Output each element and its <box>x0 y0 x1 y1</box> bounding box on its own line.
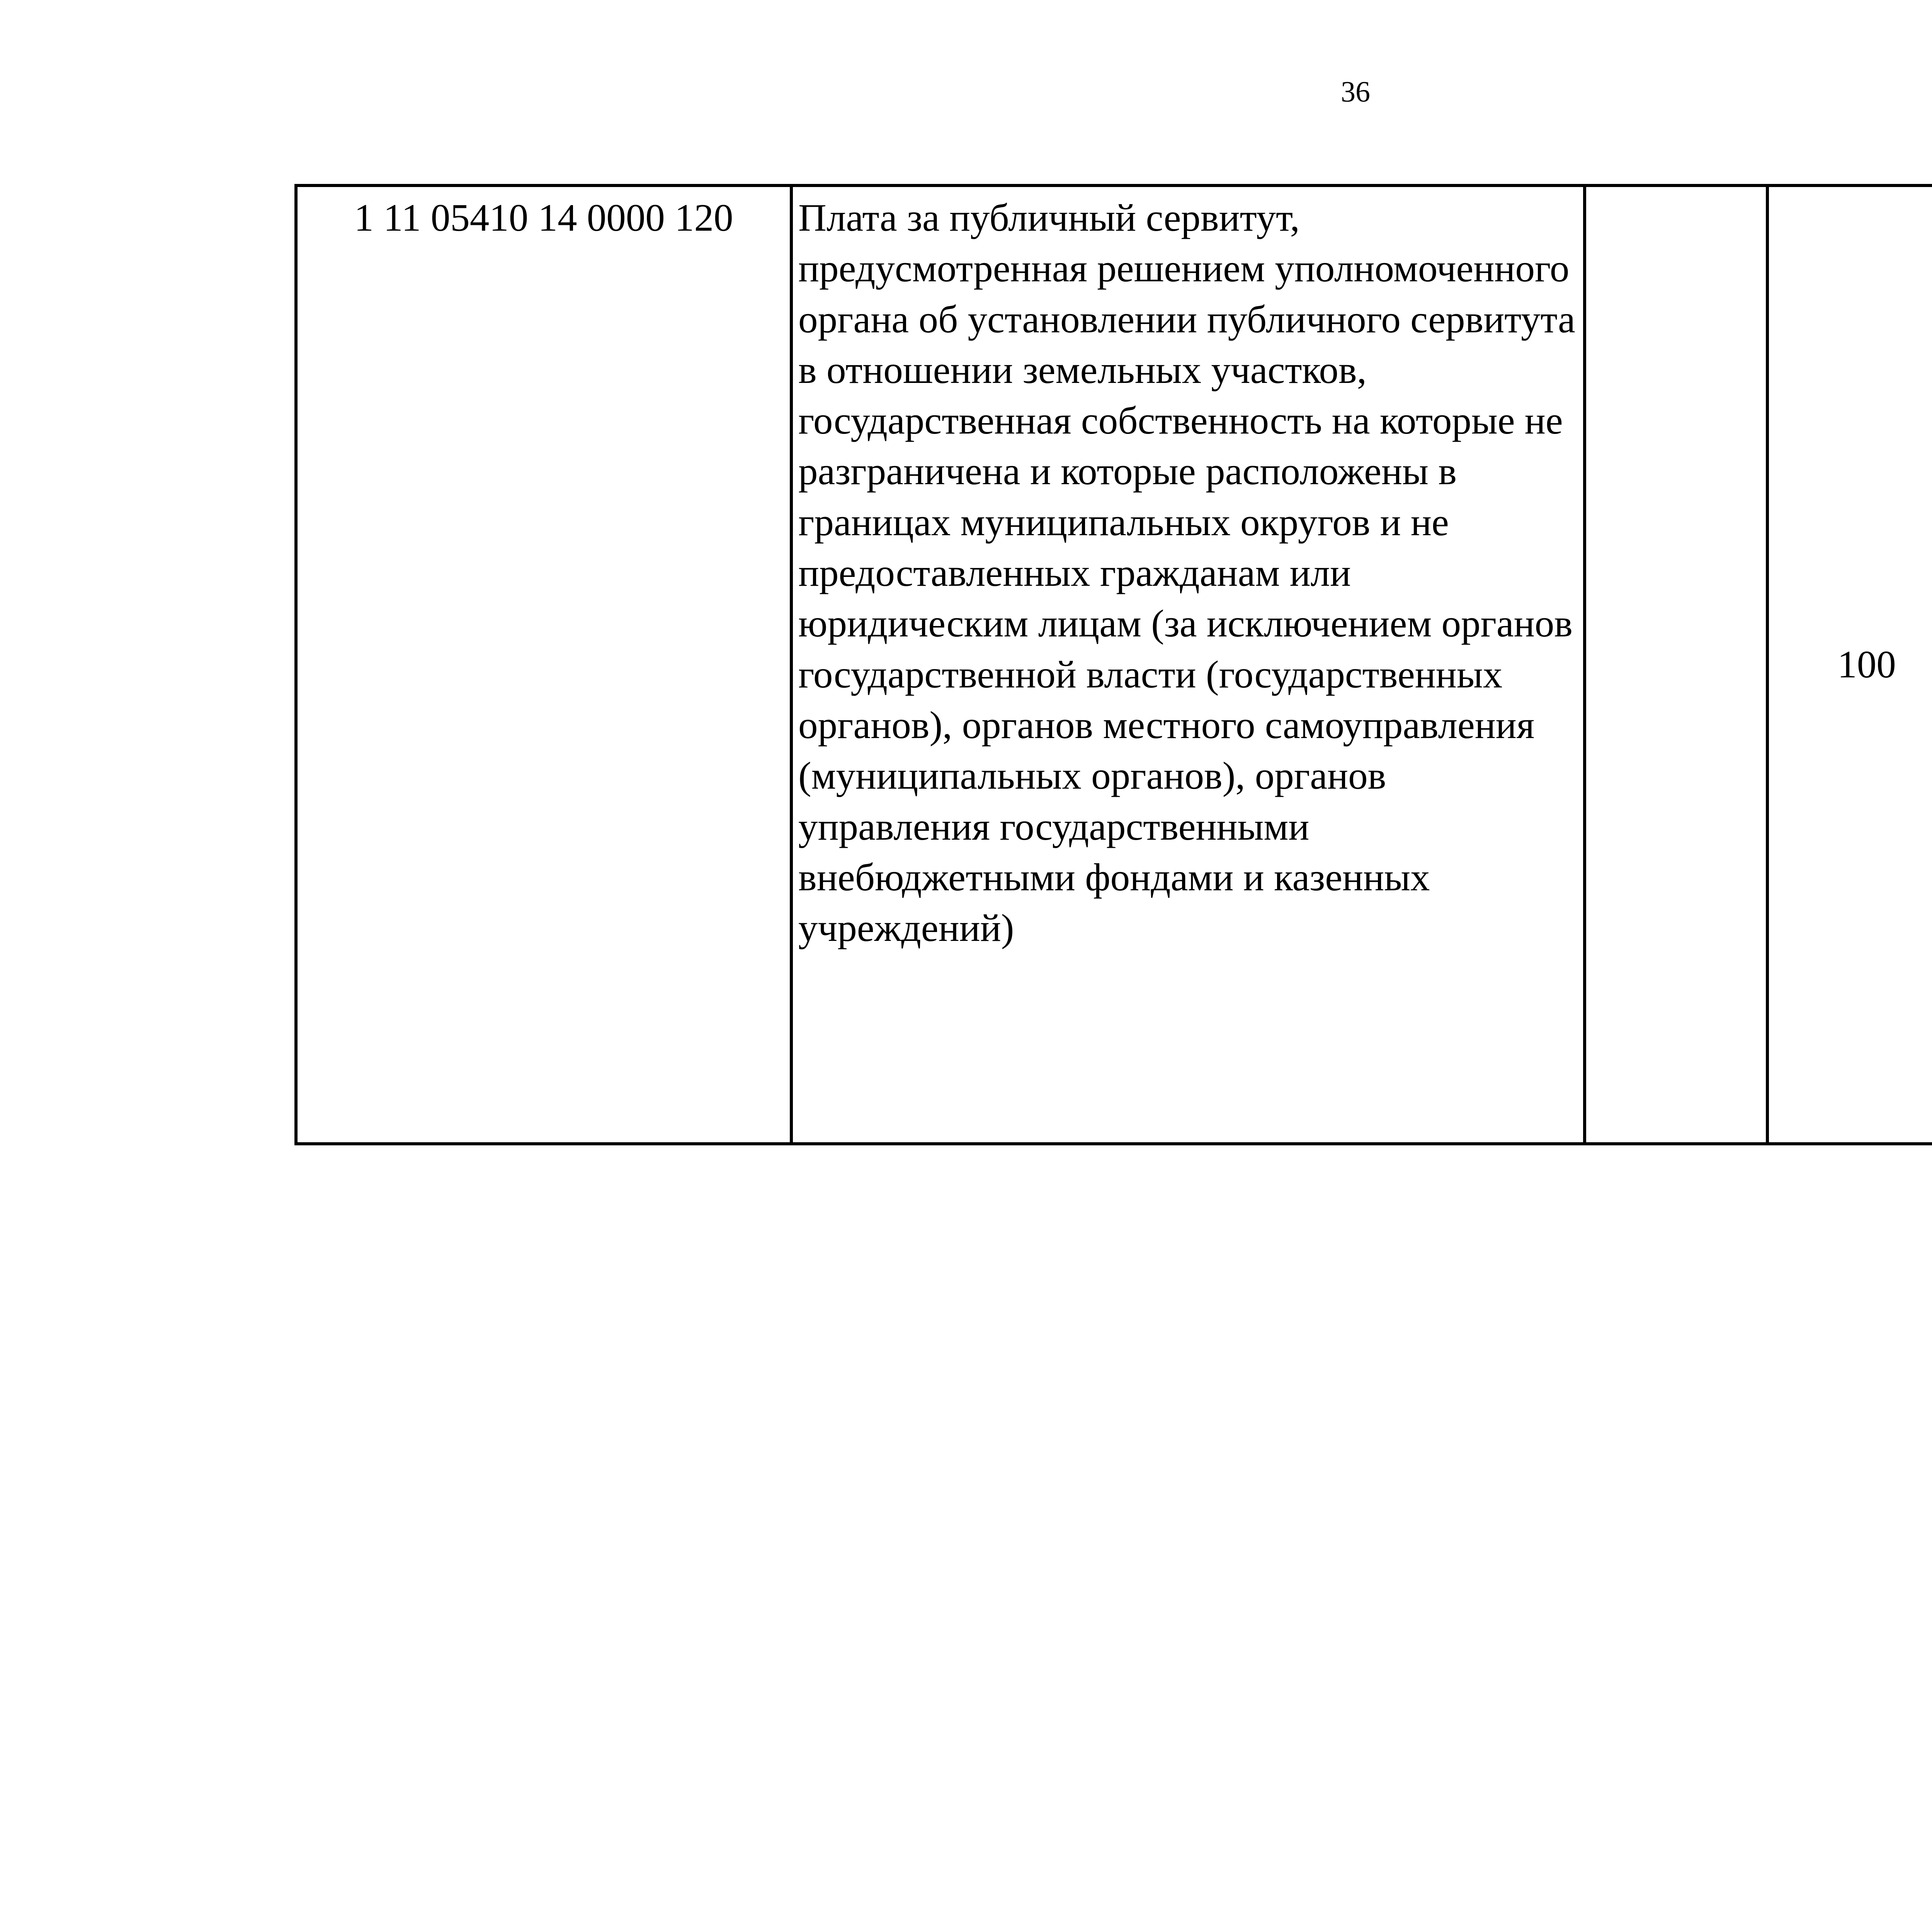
table-row <box>296 185 1932 1144</box>
budget-table <box>294 184 1932 1145</box>
description-cell: Плата за публичный сервитут, предусмотренная решением уполномоченного органа об установлении публичного сервитута в отношении земельных участков, государственная собственность на которые не разграничена и которые расположены в границах муниципальных округов и не предоставленных гражданам или юридическим лицам (за исключением органов государственной власти (государственных органов), органов местного самоуправления (муниципальных органов), органов управления государственными внебюджетными фондами и казенных учреждений) <box>791 185 1585 1144</box>
percent-value-cell: 100 <box>1767 185 1932 1144</box>
column-3-cell <box>1585 185 1767 1144</box>
page-number: 36 <box>1341 76 1370 108</box>
budget-code-cell: 1 11 05410 14 0000 120 <box>296 185 791 1144</box>
